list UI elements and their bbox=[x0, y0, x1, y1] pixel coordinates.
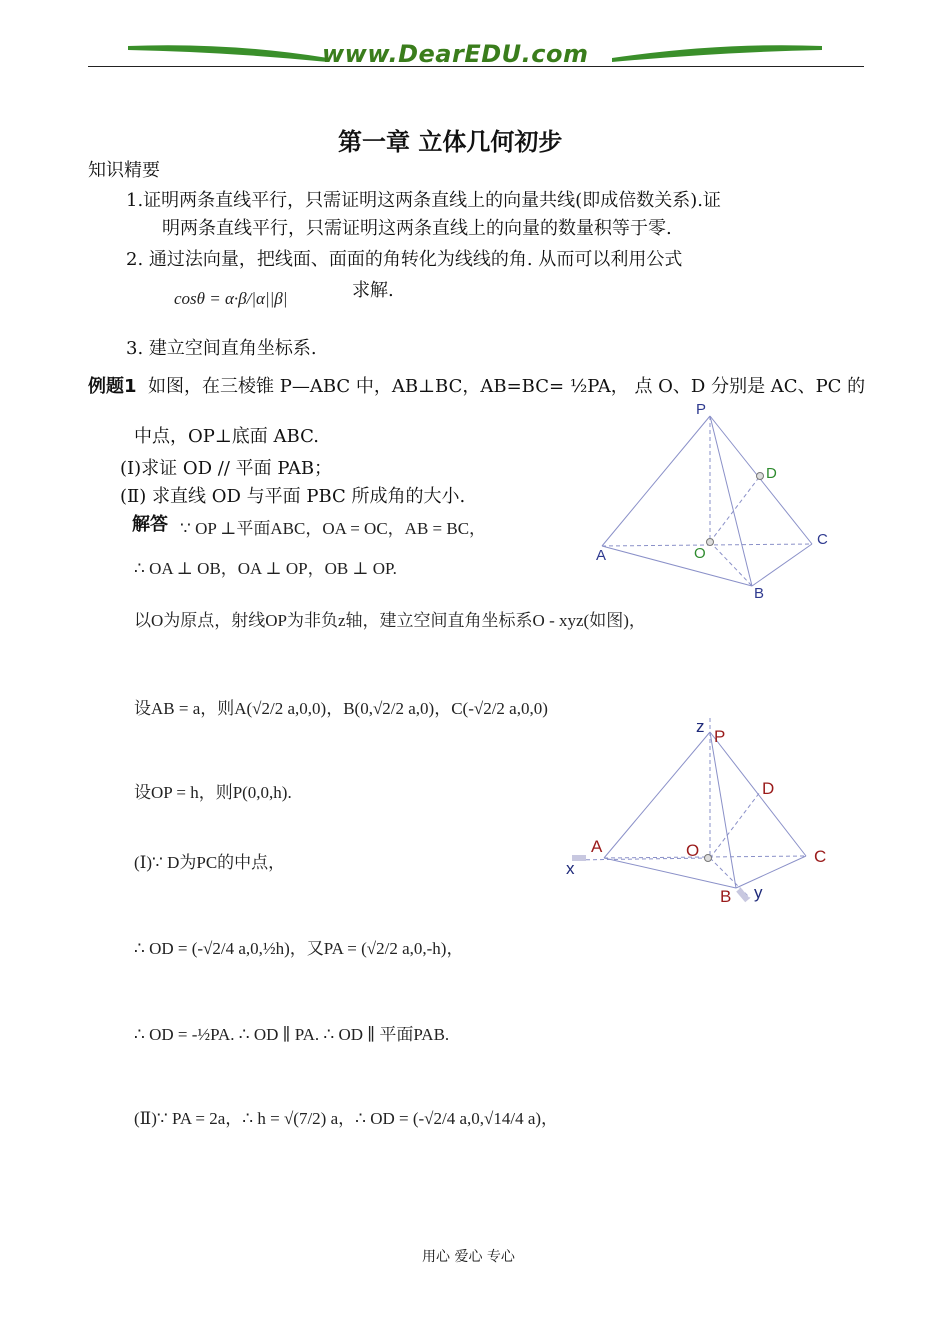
site-brand: www.DearEDU.com bbox=[322, 40, 589, 68]
answer-label: 解答 bbox=[132, 514, 168, 535]
label-P: P bbox=[714, 727, 726, 746]
point-1-line-1: 1.证明两条直线平行，只需证明这两条直线上的向量共线(即成倍数关系).证 bbox=[126, 190, 721, 211]
page-footer: 用心 爱心 专心 bbox=[422, 1249, 515, 1265]
solution-line-9: (Ⅱ)∵ PA = 2a，∴ h = √(7/2) a，∴ OD = (-√2/4 a,0,√14/4 a)， bbox=[134, 1109, 559, 1128]
point-2-line-1: 2. 通过法向量，把线面、面面的角转化为线线的角. 从而可以利用公式 bbox=[126, 249, 683, 270]
point-3: 3. 建立空间直角坐标系. bbox=[126, 338, 317, 359]
example-statement-line-1: 如图，在三棱锥 P—ABC 中，AB⊥BC，AB=BC= ½PA， 点 O、D 分别是 AC、PC 的 bbox=[148, 376, 866, 397]
header-swoosh-left bbox=[128, 40, 328, 66]
solution-line-2: ∴ OA ⊥ OB，OA ⊥ OP，OB ⊥ OP. bbox=[134, 559, 397, 578]
point-O bbox=[705, 855, 712, 862]
edge-PA bbox=[602, 416, 710, 546]
label-O: O bbox=[686, 841, 700, 860]
solution-line-1: ∵ OP ⊥平面ABC，OA = OC，AB = BC， bbox=[180, 519, 487, 538]
point-O bbox=[707, 539, 714, 546]
edge-OB bbox=[710, 542, 752, 586]
edge-AB bbox=[602, 546, 752, 586]
label-C: C bbox=[814, 847, 827, 866]
cosine-formula: cosθ = α·β/|α||β| bbox=[174, 289, 288, 308]
solution-line-3: 以O为原点，射线OP为非负z轴，建立空间直角坐标系O - xyz(如图)， bbox=[134, 611, 646, 630]
solution-line-5: 设OP = h，则P(0,0,h). bbox=[134, 783, 292, 802]
solution-line-7: ∴ OD = (-√2/4 a,0,½h)，又PA = (√2/2 a,0,-h)， bbox=[134, 939, 464, 958]
header-rule bbox=[88, 66, 864, 67]
edge-BC bbox=[752, 544, 812, 586]
pyramid-figure-1 bbox=[590, 400, 840, 605]
point-2-tail: 求解. bbox=[352, 280, 394, 301]
edge-OD bbox=[710, 476, 760, 542]
question-2: (Ⅱ) 求直线 OD 与平面 PBC 所成角的大小. bbox=[120, 486, 466, 507]
example-statement-line-2: 中点，OP⊥底面 ABC. bbox=[134, 426, 319, 447]
label-A: A bbox=[591, 837, 603, 856]
label-A: A bbox=[596, 547, 607, 564]
pyramid-figure-2 bbox=[560, 712, 840, 912]
label-P: P bbox=[696, 401, 707, 418]
label-D: D bbox=[766, 465, 777, 482]
label-B: B bbox=[754, 585, 765, 602]
label-x: x bbox=[566, 859, 575, 878]
edge-PB bbox=[710, 732, 736, 888]
edge-OD bbox=[710, 792, 760, 858]
question-1: (Ⅰ)求证 OD // 平面 PAB； bbox=[120, 458, 333, 479]
solution-line-8: ∴ OD = -½PA. ∴ OD ∥ PA. ∴ OD ∥ 平面PAB. bbox=[134, 1025, 450, 1044]
label-C: C bbox=[817, 531, 828, 548]
label-O: O bbox=[694, 545, 706, 562]
label-D: D bbox=[762, 779, 775, 798]
chapter-title: 第一章 立体几何初步 bbox=[338, 128, 563, 156]
header-swoosh-right bbox=[612, 40, 822, 66]
edge-PB bbox=[710, 416, 752, 586]
y-arrow bbox=[736, 888, 750, 903]
edge-PA bbox=[604, 732, 710, 858]
point-1-line-2: 明两条直线平行，只需证明这两条直线上的向量的数量积等于零. bbox=[162, 218, 672, 239]
edge-BC bbox=[736, 856, 806, 888]
solution-line-4: 设AB = a，则A(√2/2 a,0,0)，B(0,√2/2 a,0)，C(-√2/2 a,0,0) bbox=[134, 699, 548, 718]
section-label: 知识精要 bbox=[88, 160, 160, 181]
label-z: z bbox=[696, 717, 705, 736]
point-D bbox=[757, 473, 764, 480]
solution-line-6: (Ⅰ)∵ D为PC的中点， bbox=[134, 853, 286, 872]
example-label: 例题1 bbox=[88, 376, 137, 397]
edge-AB bbox=[604, 858, 736, 888]
label-y: y bbox=[754, 883, 763, 902]
label-B: B bbox=[720, 887, 732, 906]
